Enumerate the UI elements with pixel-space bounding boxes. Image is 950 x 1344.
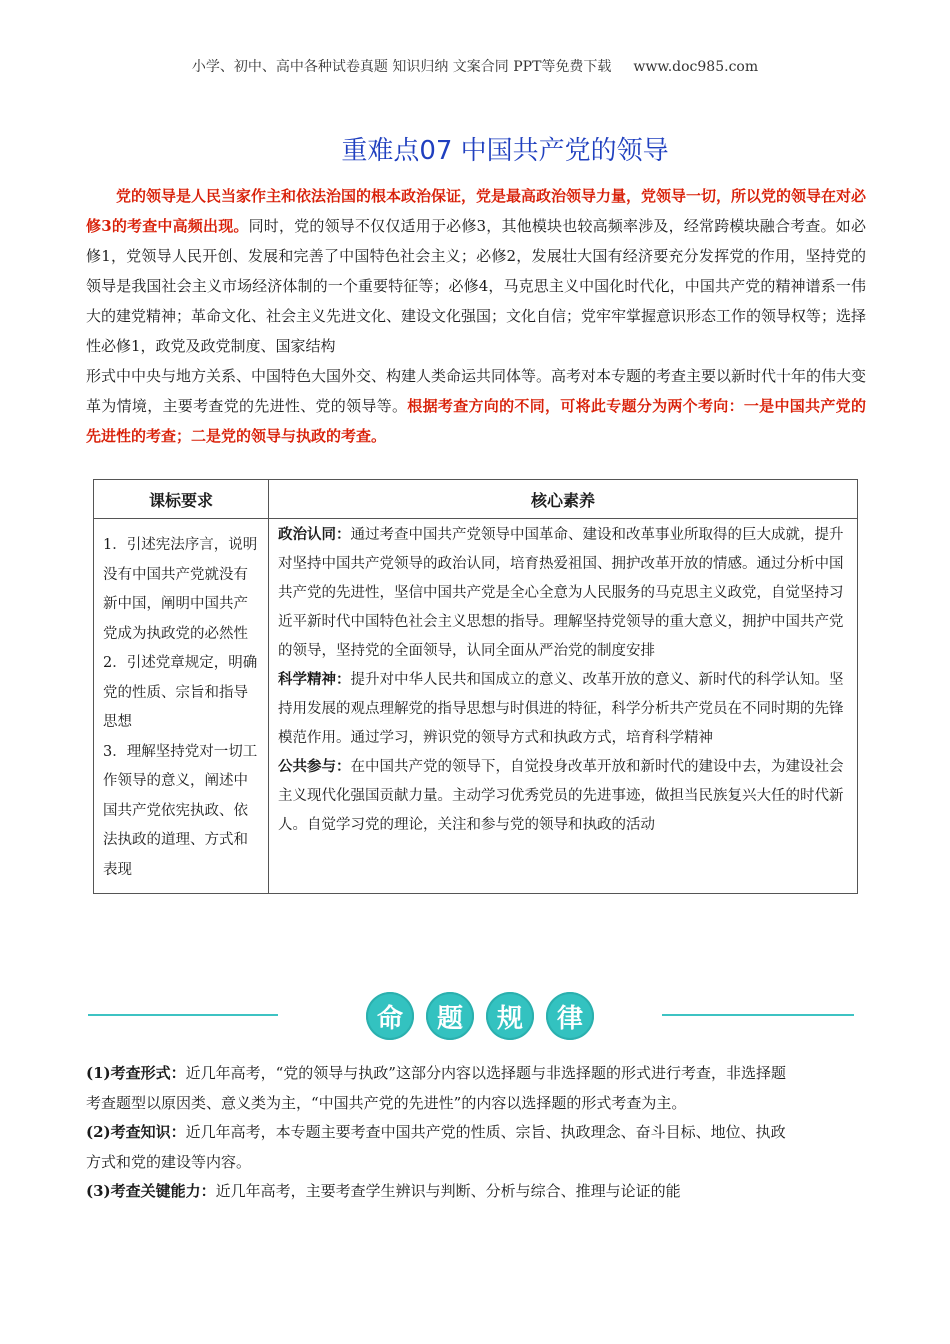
intro-red-lead: 党的领导是人民当家作主和依法治国的根本政治保证，党是最高政治领导力量，党领导一切，所以党的领导在对必修3的考查中高频出现。 bbox=[86, 187, 867, 235]
rule-item bbox=[86, 1118, 786, 1177]
section-divider-left bbox=[88, 1014, 278, 1016]
intro-paragraph bbox=[86, 181, 866, 451]
section-badge: 规 bbox=[486, 992, 534, 1040]
intro-red-tail: 根据考查方向的不同，可将此专题分为两个考向：一是中国共产党的先进性的考查；二是党的领导与执政的考查。 bbox=[86, 397, 866, 445]
section-badge: 命 bbox=[366, 992, 414, 1040]
rule-text: 近几年高考，主要考查学生辨识与判断、分析与综合、推理与论证的能 bbox=[215, 1182, 681, 1200]
table-header-literacy: 核心素养 bbox=[269, 480, 858, 519]
literacy-item bbox=[278, 666, 849, 753]
rule-label: (1)考查形式： bbox=[86, 1064, 186, 1082]
rule-text: 近几年高考，本专题主要考查中国共产党的性质、宗旨、执政理念、奋斗目标、地位、执政方式和党的建设等内容。 bbox=[86, 1123, 786, 1171]
rule-text: 近几年高考，“党的领导与执政”这部分内容以选择题与非选择题的形式进行考查，非选择题考查题型以原因类、意义类为主，“中国共产党的先进性”的内容以选择题的形式考查为主。 bbox=[86, 1064, 786, 1112]
literacy-label: 政治认同： bbox=[278, 527, 351, 543]
requirement-item: 1．引述宪法序言，说明没有中国共产党就没有新中国，阐明中国共产党成为执政党的必然性 bbox=[103, 537, 258, 642]
page-title: 重难点07 中国共产党的领导 bbox=[341, 136, 669, 166]
section-badge: 律 bbox=[546, 992, 594, 1040]
rule-label: (3)考查关键能力： bbox=[86, 1182, 216, 1200]
literacy-text: 通过考查中国共产党领导中国革命、建设和改革事业所取得的巨大成就，提升对坚持中国共产党领导的政治认同，培育热爱祖国、拥护改革开放的情感。通过分析中国共产党的先进性，坚信中国共产党是全心全意为人民服务的马克思主义政党，自觉坚持习近平新时代中国特色社会主义思想的指导。理解坚持党领导的重大意义，拥护中国共产党的领导，坚持党的全面领导，认同全面从严治党的制度安排 bbox=[278, 527, 844, 659]
intro-body: 同时，党的领导不仅仅适用于必修3，其他模块也较高频率涉及，经常跨模块融合考查。如必修1，党领导人民开创、发展和完善了中国特色社会主义；必修2，发展壮大国有经济要充分发挥党的作用，坚持党的领导是我国社会主义市场经济体制的一个重要特征等；必修4，马克思主义中国化时代化，中国共产党的精神谱系一伟大的建党精神；革命文化、社会主义先进文化、建设文化强国；文化自信；党牢牢掌握意识形态工作的领导权等；选择性必修1，政党及政党制度、国家结构 bbox=[86, 217, 867, 355]
literacy-cell bbox=[269, 519, 858, 894]
literacy-label: 公共参与： bbox=[278, 759, 351, 775]
page-header bbox=[0, 56, 950, 76]
rule-item bbox=[86, 1059, 786, 1118]
requirements-cell bbox=[94, 519, 269, 894]
literacy-text: 在中国共产党的领导下，自觉投身改革开放和新时代的建设中去，为建设社会主义现代化强国贡献力量。主动学习优秀党员的先进事迹，做担当民族复兴大任的时代新人。自觉学习党的理论，关注和参与党的领导和执政的活动 bbox=[278, 759, 844, 833]
rule-label: (2)考查知识： bbox=[86, 1123, 186, 1141]
exam-rules bbox=[86, 1059, 786, 1207]
literacy-item bbox=[278, 521, 849, 666]
header-text: 小学、初中、高中各种试卷真题 知识归纳 文案合同 PPT等免费下载 bbox=[191, 59, 612, 75]
literacy-item bbox=[278, 753, 849, 840]
literacy-text: 提升对中华人民共和国成立的意义、改革开放的意义、新时代的科学认知。坚持用发展的观点理解党的指导思想与时俱进的特征，科学分析共产党员在不同时期的先锋模范作用。通过学习，辨识党的领导方式和执政方式，培育科学精神 bbox=[278, 672, 844, 746]
standards-table bbox=[93, 479, 858, 894]
section-divider-right bbox=[662, 1014, 854, 1016]
header-url[interactable]: www.doc985.com bbox=[633, 59, 759, 75]
literacy-label: 科学精神： bbox=[278, 672, 351, 688]
requirement-item: 3．理解坚持党对一切工作领导的意义，阐述中国共产党依宪执政、依法执政的道理、方式和表现 bbox=[103, 743, 258, 878]
rule-item bbox=[86, 1177, 786, 1207]
section-heading-badges bbox=[366, 992, 596, 1042]
table-header-requirements: 课标要求 bbox=[94, 480, 269, 519]
section-badge: 题 bbox=[426, 992, 474, 1040]
requirement-item: 2．引述党章规定，明确党的性质、宗旨和指导思想 bbox=[103, 655, 258, 730]
intro-body-2: 形式中中央与地方关系、中国特色大国外交、构建人类命运共同体等。高考对本专题的考查主要以新时代十年的伟大变革为情境，主要考查党的先进性、党的领导等。 bbox=[86, 367, 867, 415]
